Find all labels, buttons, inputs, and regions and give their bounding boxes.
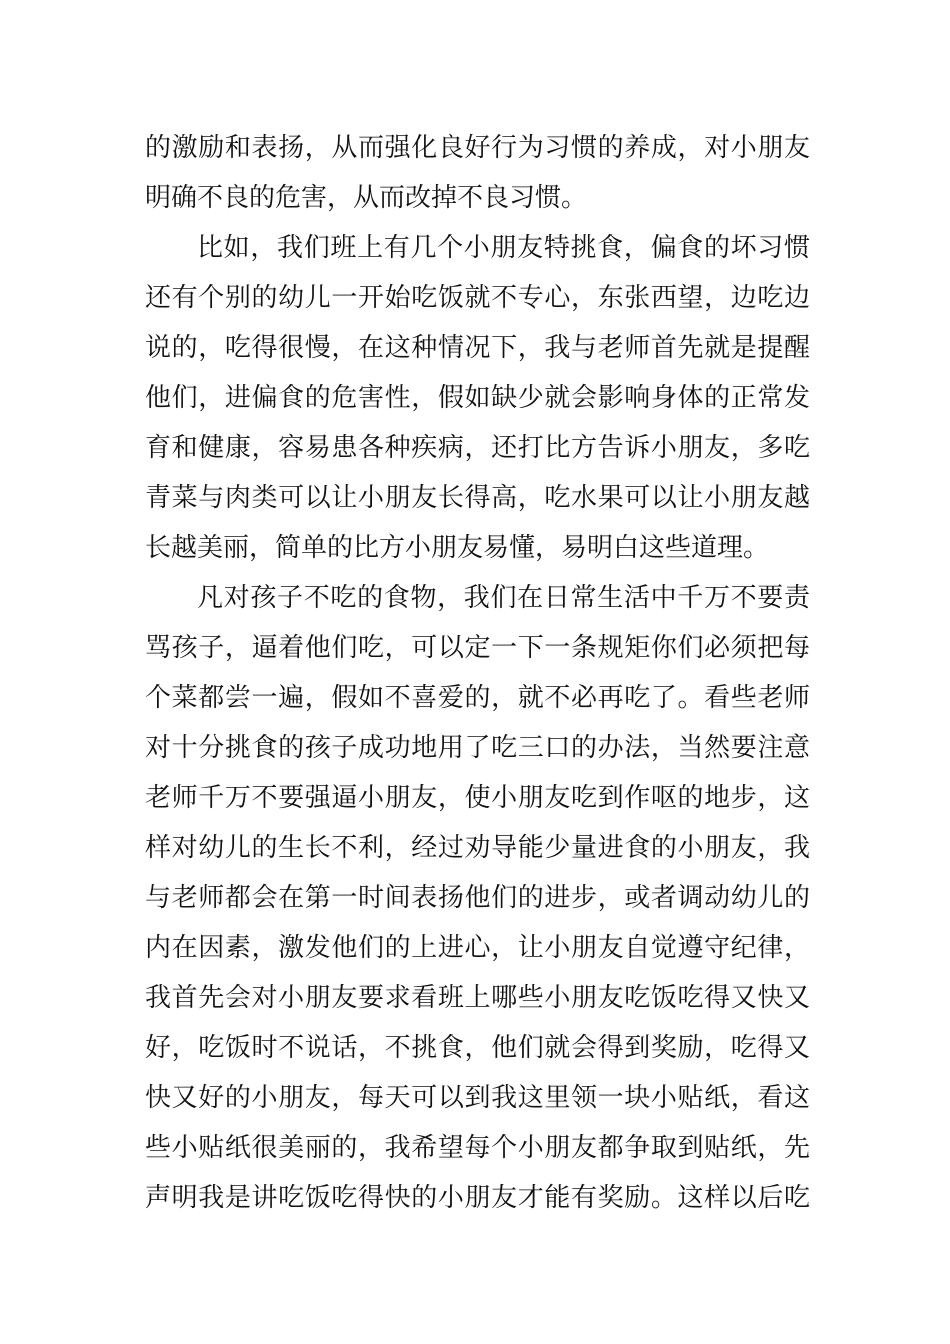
text-line-14: 老师千万不要强逼小朋友，使小朋友吃到作呕的地步，这 <box>145 783 810 813</box>
text-line-22: 声明我是讲吃饭吃得快的小朋友才能有奖励。这样以后吃 <box>145 1183 810 1213</box>
text-line-7: 育和健康，容易患各种疾病，还打比方告诉小朋友，多吃 <box>145 433 810 463</box>
text-line-6: 他们，进偏食的危害性，假如缺少就会影响身体的正常发 <box>145 383 810 413</box>
text-line-3: 比如，我们班上有几个小朋友特挑食，偏食的坏习惯 <box>197 233 810 263</box>
text-line-9: 长越美丽，简单的比方小朋友易懂，易明白这些道理。 <box>145 533 770 563</box>
text-line-18: 我首先会对小朋友要求看班上哪些小朋友吃饭吃得又快又 <box>145 983 810 1013</box>
text-line-21: 些小贴纸很美丽的，我希望每个小朋友都争取到贴纸，先 <box>145 1133 810 1163</box>
text-line-19: 好，吃饭时不说话，不挑食，他们就会得到奖励，吃得又 <box>145 1033 810 1063</box>
text-line-16: 与老师都会在第一时间表扬他们的进步，或者调动幼儿的 <box>145 883 810 913</box>
text-line-11: 骂孩子，逼着他们吃，可以定一下一条规矩你们必须把每 <box>145 633 810 663</box>
text-line-17: 内在因素，激发他们的上进心，让小朋友自觉遵守纪律， <box>145 933 810 963</box>
text-line-10: 凡对孩子不吃的食物，我们在日常生活中千万不要责 <box>197 583 810 613</box>
text-line-12: 个菜都尝一遍，假如不喜爱的，就不必再吃了。看些老师 <box>145 683 810 713</box>
text-line-5: 说的，吃得很慢，在这种情况下，我与老师首先就是提醒 <box>145 333 810 363</box>
text-line-13: 对十分挑食的孩子成功地用了吃三口的办法，当然要注意 <box>145 733 810 763</box>
text-line-15: 样对幼儿的生长不利，经过劝导能少量进食的小朋友，我 <box>145 833 810 863</box>
text-line-1: 的激励和表扬，从而强化良好行为习惯的养成，对小朋友 <box>145 133 810 163</box>
text-line-4: 还有个别的幼儿一开始吃饭就不专心，东张西望，边吃边 <box>145 283 810 313</box>
text-line-8: 青菜与肉类可以让小朋友长得高，吃水果可以让小朋友越 <box>145 483 810 513</box>
text-line-20: 快又好的小朋友，每天可以到我这里领一块小贴纸，看这 <box>145 1083 810 1113</box>
text-line-2: 明确不良的危害，从而改掉不良习惯。 <box>145 183 588 213</box>
